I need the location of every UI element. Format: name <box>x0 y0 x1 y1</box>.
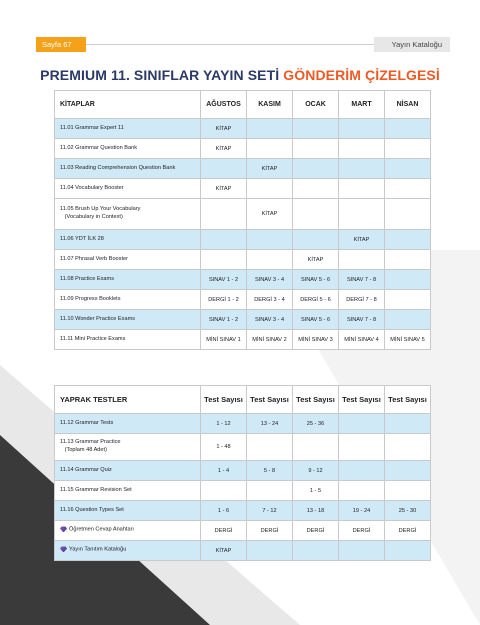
row-title-text: 11.06 YDT İLK 28 <box>60 235 104 242</box>
table-row <box>55 179 431 199</box>
schedule-cell <box>201 481 247 501</box>
row-title-text: 11.01 Grammar Expert 11 <box>60 124 124 131</box>
schedule-cell <box>247 139 293 159</box>
row-title-cell <box>55 330 201 350</box>
schedule-cell: MİNİ SINAV 2 <box>247 330 293 350</box>
column-header: YAPRAK TESTLER <box>55 386 201 414</box>
title-part-1: PREMIUM 11. SINIFLAR YAYIN SETİ <box>40 67 284 83</box>
row-title-text: 11.15 Grammar Revision Set <box>60 486 132 493</box>
schedule-cell <box>293 541 339 561</box>
schedule-cell <box>339 199 385 230</box>
schedule-cell <box>385 159 431 179</box>
schedule-cell <box>385 179 431 199</box>
table-row <box>55 310 431 330</box>
row-title-cell <box>55 179 201 199</box>
schedule-cell <box>201 199 247 230</box>
schedule-cell <box>339 179 385 199</box>
schedule-cell <box>385 481 431 501</box>
row-title-cell <box>55 501 201 521</box>
column-header: Test Sayısı <box>339 386 385 414</box>
schedule-cell <box>247 481 293 501</box>
schedule-cell: SINAV 5 - 6 <box>293 310 339 330</box>
table-row <box>55 199 431 230</box>
page-title <box>0 67 480 83</box>
schedule-cell <box>339 461 385 481</box>
schedule-cell <box>247 179 293 199</box>
schedule-cell: KİTAP <box>293 250 339 270</box>
schedule-cell <box>293 199 339 230</box>
schedule-cell: SINAV 7 - 8 <box>339 310 385 330</box>
schedule-cell <box>247 230 293 250</box>
row-title-cell <box>55 230 201 250</box>
row-title-cell <box>55 434 201 461</box>
schedule-cell: KİTAP <box>201 119 247 139</box>
table-row <box>55 501 431 521</box>
table-row <box>55 270 431 290</box>
schedule-cell: 5 - 8 <box>247 461 293 481</box>
schedule-cell: KİTAP <box>201 139 247 159</box>
catalog-tab: Yayın Kataloğu <box>374 37 450 52</box>
row-title-cell <box>55 290 201 310</box>
schedule-cell <box>293 119 339 139</box>
column-header: NİSAN <box>385 91 431 119</box>
row-title-text: 11.03 Reading Comprehension Question Bank <box>60 164 176 171</box>
schedule-cell: MİNİ SINAV 3 <box>293 330 339 350</box>
schedule-cell <box>339 119 385 139</box>
schedule-cell: DERGİ <box>385 521 431 541</box>
table-row <box>55 230 431 250</box>
schedule-cell <box>201 230 247 250</box>
schedule-cell: MİNİ SINAV 5 <box>385 330 431 350</box>
schedule-cell <box>339 139 385 159</box>
schedule-cell: 25 - 30 <box>385 501 431 521</box>
page-number-tab: Sayfa 67 <box>36 37 86 52</box>
column-header: Test Sayısı <box>385 386 431 414</box>
schedule-cell: SINAV 7 - 8 <box>339 270 385 290</box>
schedule-cell <box>247 541 293 561</box>
schedule-cell: DERGİ <box>247 521 293 541</box>
schedule-cell <box>293 230 339 250</box>
row-title-text: 11.04 Vocabulary Booster <box>60 184 124 191</box>
table-row <box>55 139 431 159</box>
row-title-cell <box>55 199 201 230</box>
row-title-text: 11.13 Grammar Practice <box>60 439 121 446</box>
schedule-cell: MİNİ SINAV 4 <box>339 330 385 350</box>
column-header: AĞUSTOS <box>201 91 247 119</box>
schedule-cell: 7 - 12 <box>247 501 293 521</box>
schedule-cell: 1 - 12 <box>201 414 247 434</box>
table-row <box>55 159 431 179</box>
schedule-cell <box>293 159 339 179</box>
schedule-cell: KİTAP <box>247 159 293 179</box>
schedule-cell: DERGİ 3 - 4 <box>247 290 293 310</box>
row-title-cell <box>55 521 201 541</box>
title-part-2: GÖNDERİM ÇİZELGESİ <box>283 67 440 83</box>
schedule-cell: 1 - 48 <box>201 434 247 461</box>
schedule-cell: MİNİ SINAV 1 <box>201 330 247 350</box>
row-title-cell <box>55 481 201 501</box>
row-title-cell <box>55 159 201 179</box>
schedule-cell <box>339 434 385 461</box>
schedule-cell: 1 - 4 <box>201 461 247 481</box>
row-title-text: Yayın Tanıtım Kataloğu <box>69 546 127 553</box>
schedule-cell: DERGİ 5 - 6 <box>293 290 339 310</box>
schedule-cell <box>247 250 293 270</box>
schedule-cell <box>293 434 339 461</box>
schedule-cell <box>385 461 431 481</box>
row-title-cell <box>55 414 201 434</box>
row-title-text: (Vocabulary in Context) <box>60 214 123 220</box>
table-row <box>55 330 431 350</box>
row-title-cell <box>55 310 201 330</box>
schedule-cell: KİTAP <box>201 179 247 199</box>
schedule-cell: SINAV 5 - 6 <box>293 270 339 290</box>
schedule-cell: 9 - 12 <box>293 461 339 481</box>
row-title-cell <box>55 250 201 270</box>
schedule-cell <box>385 414 431 434</box>
schedule-cell <box>247 119 293 139</box>
column-header: KASIM <box>247 91 293 119</box>
schedule-cell: 1 - 5 <box>293 481 339 501</box>
schedule-cell: DERGİ <box>201 521 247 541</box>
schedule-cell <box>339 250 385 270</box>
schedule-cell: DERGİ <box>339 521 385 541</box>
table-row <box>55 250 431 270</box>
row-title-text: 11.05 Brush Up Your Vocabulary <box>60 206 141 213</box>
row-title-text: (Toplam 48 Adet) <box>60 447 107 453</box>
schedule-cell <box>339 541 385 561</box>
schedule-cell <box>293 139 339 159</box>
schedule-cell: 13 - 18 <box>293 501 339 521</box>
schedule-cell: 19 - 24 <box>339 501 385 521</box>
schedule-cell <box>201 159 247 179</box>
column-header: Test Sayısı <box>247 386 293 414</box>
row-title-text: 11.12 Grammar Tests <box>60 419 114 426</box>
books-schedule-table <box>54 90 431 350</box>
schedule-cell <box>293 179 339 199</box>
row-title-text: 11.02 Grammar Question Bank <box>60 144 138 151</box>
table-row <box>55 290 431 310</box>
schedule-cell: SINAV 3 - 4 <box>247 270 293 290</box>
table-row <box>55 541 431 561</box>
row-title-cell <box>55 139 201 159</box>
row-title-text: 11.07 Phrasal Verb Booster <box>60 255 128 262</box>
column-header: Test Sayısı <box>293 386 339 414</box>
diamond-icon <box>60 546 67 552</box>
row-title-text: 11.10 Wonder Practice Exams <box>60 315 136 322</box>
schedule-cell: SINAV 1 - 2 <box>201 270 247 290</box>
row-title-text: 11.11 Mini Practice Exams <box>60 335 126 342</box>
schedule-cell <box>385 139 431 159</box>
column-header: MART <box>339 91 385 119</box>
schedule-cell: DERGİ 1 - 2 <box>201 290 247 310</box>
row-title-cell <box>55 541 201 561</box>
row-title-text: Öğretmen Cevap Anahtarı <box>69 526 134 533</box>
row-title-text: 11.08 Practice Exams <box>60 275 114 282</box>
column-header: Test Sayısı <box>201 386 247 414</box>
table-row <box>55 461 431 481</box>
diamond-icon <box>60 526 67 532</box>
table-row <box>55 521 431 541</box>
schedule-cell <box>385 199 431 230</box>
schedule-cell <box>385 230 431 250</box>
schedule-cell: KİTAP <box>339 230 385 250</box>
schedule-cell <box>385 541 431 561</box>
worksheet-tests-table <box>54 385 431 561</box>
row-title-cell <box>55 270 201 290</box>
schedule-cell <box>339 414 385 434</box>
row-title-text: 11.16 Question Types Set <box>60 506 124 513</box>
row-title-text: 11.09 Progress Booklets <box>60 295 121 302</box>
schedule-cell <box>385 434 431 461</box>
schedule-cell <box>385 270 431 290</box>
column-header: OCAK <box>293 91 339 119</box>
schedule-cell: KİTAP <box>247 199 293 230</box>
schedule-cell <box>339 481 385 501</box>
schedule-cell: 1 - 6 <box>201 501 247 521</box>
schedule-cell <box>385 290 431 310</box>
schedule-cell: 25 - 36 <box>293 414 339 434</box>
schedule-cell: DERGİ <box>293 521 339 541</box>
schedule-cell: SINAV 1 - 2 <box>201 310 247 330</box>
column-header: KİTAPLAR <box>55 91 201 119</box>
schedule-cell <box>385 119 431 139</box>
table-row <box>55 119 431 139</box>
schedule-cell <box>385 310 431 330</box>
schedule-cell: DERGİ 7 - 8 <box>339 290 385 310</box>
schedule-cell: KİTAP <box>201 541 247 561</box>
row-title-cell <box>55 461 201 481</box>
schedule-cell <box>201 250 247 270</box>
schedule-cell: 13 - 24 <box>247 414 293 434</box>
schedule-cell <box>247 434 293 461</box>
table-row <box>55 434 431 461</box>
schedule-cell <box>385 250 431 270</box>
table-row <box>55 481 431 501</box>
row-title-text: 11.14 Grammar Quiz <box>60 466 112 473</box>
schedule-cell: SINAV 3 - 4 <box>247 310 293 330</box>
table-row <box>55 414 431 434</box>
row-title-cell <box>55 119 201 139</box>
schedule-cell <box>339 159 385 179</box>
